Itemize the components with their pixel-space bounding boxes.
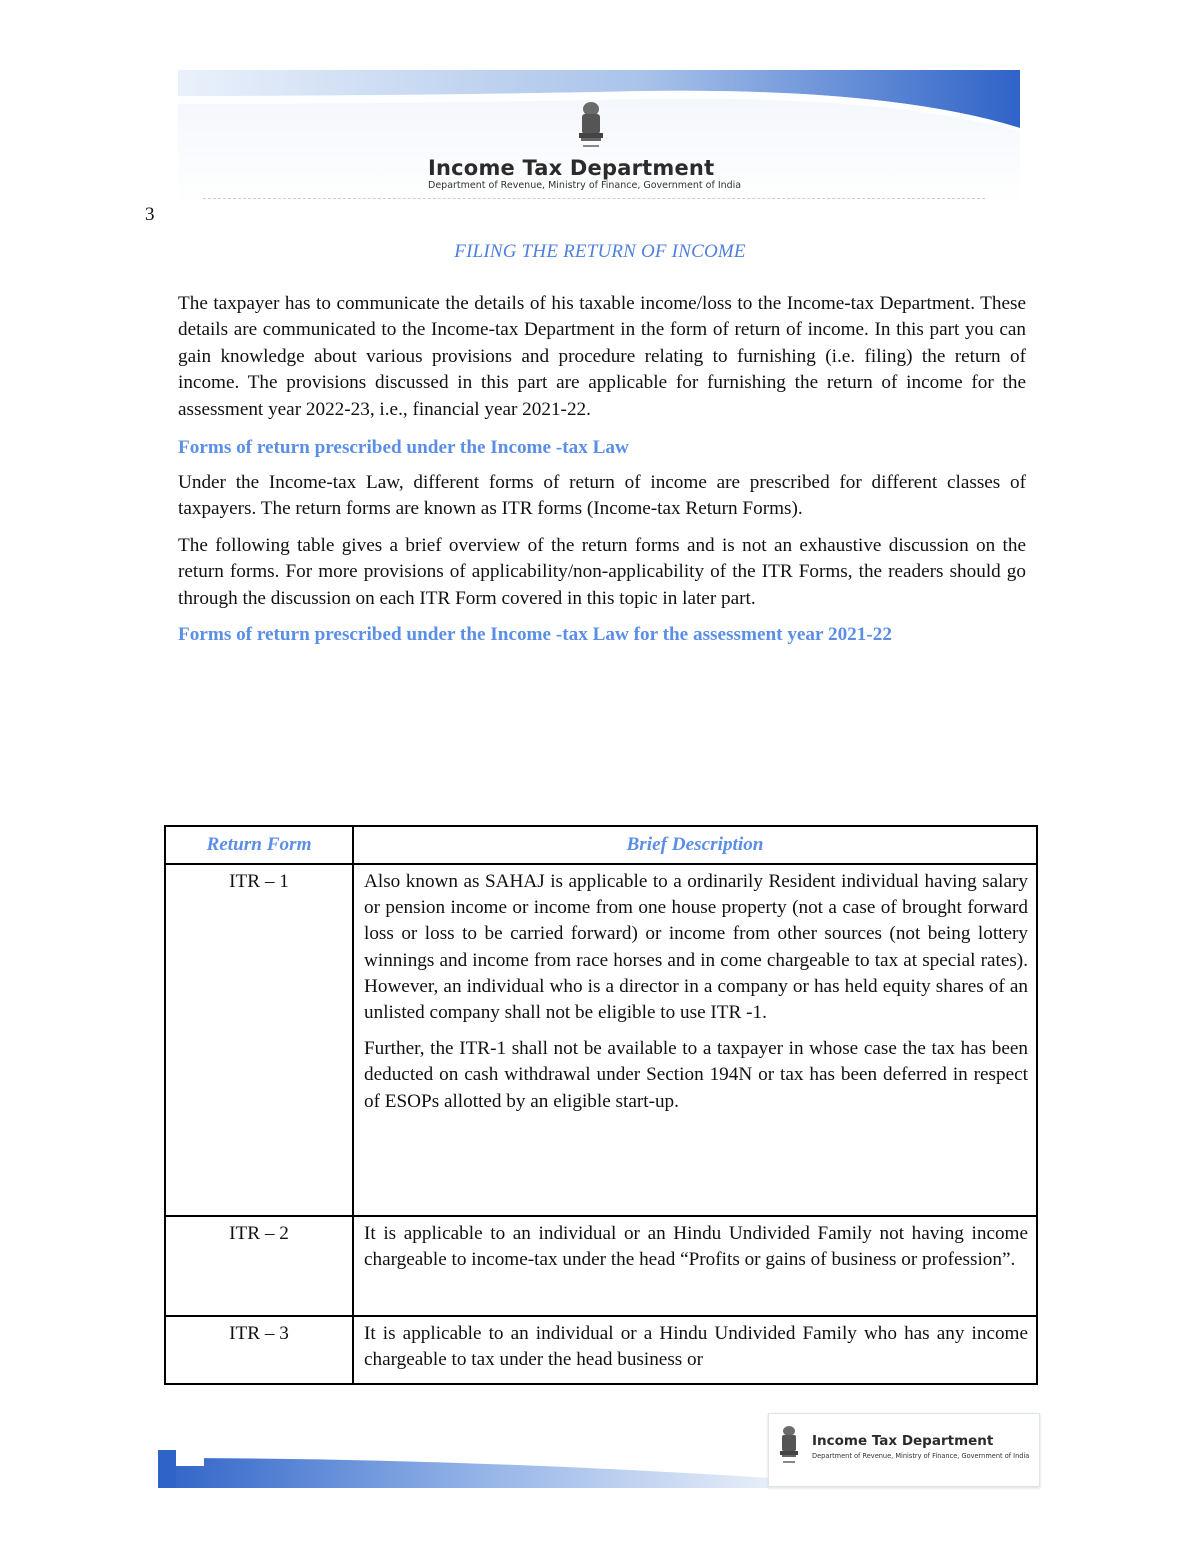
footer-banner: [158, 1430, 770, 1490]
description-cell: [353, 1216, 1037, 1316]
national-emblem-icon: [573, 100, 609, 150]
section-heading-forms-ay: Forms of return prescribed under the Income -tax Law for the assessment year 2021-22: [178, 624, 892, 646]
return-form-cell: ITR – 3: [165, 1316, 353, 1384]
column-header-brief-description: Brief Description: [353, 826, 1037, 864]
header-subtitle: Department of Revenue, Ministry of Finance, Government of India: [428, 180, 742, 191]
description-text: It is applicable to an individual or an Hindu Undivided Family not having income chargeable to income-tax under the head “Profits or gains of business or profession”.: [364, 1223, 1028, 1271]
table-row: [165, 864, 1037, 1216]
body-content: [178, 291, 1026, 657]
return-forms-table: [164, 825, 1038, 1385]
intro-paragraph: The taxpayer has to communicate the details of his taxable income/loss to the Income-tax Department. These details are communicated to the Income-tax Department in the form of return of income. In this part you can gain knowledge about various provisions and procedure relating to furnishing (i.e. filing) the return of income. The provisions discussed in this part are applicable for furnishing the return of income for the assessment year 2022-23, i.e., financial year 2021-22.: [178, 293, 1026, 420]
description-cell: [353, 1316, 1037, 1384]
national-emblem-icon: [776, 1424, 802, 1466]
table-row: [165, 1316, 1037, 1384]
header-title: Income Tax Department: [428, 156, 715, 180]
section-heading-forms: Forms of return prescribed under the Income -tax Law: [178, 437, 629, 459]
column-header-return-form: Return Form: [165, 826, 353, 864]
table-row: [165, 1216, 1037, 1316]
footer-title: Income Tax Department: [812, 1433, 994, 1449]
return-form-cell: ITR – 2: [165, 1216, 353, 1316]
return-form-cell: ITR – 1: [165, 864, 353, 1216]
description-text: Also known as SAHAJ is applicable to a ordinarily Resident individual having salary or pension income or income from one house property (not a case of brought forward loss or loss to be carried forward) or income from other sources (not being lottery winnings and income from race horses and in come chargeable to tax at special rates). However, an individual who is a director in a company or has held equity shares of an unlisted company shall not be eligible to use ITR -1.: [364, 871, 1028, 1024]
description-text: Further, the ITR-1 shall not be available to a taxpayer in whose case the tax has been deducted on cash withdrawal under Section 194N or tax has been deferred in respect of ESOPs allotted by an eligible start-up.: [364, 1038, 1028, 1112]
table-header-row: [165, 826, 1037, 864]
description-text: It is applicable to an individual or a Hindu Undivided Family who has any income chargeable to tax under the head business or: [364, 1323, 1028, 1371]
overview-paragraph: The following table gives a brief overview of the return forms and is not an exhaustive discussion on the return forms. For more provisions of applicability/non-applicability of the ITR Forms, the readers should go through the discussion on each ITR Form covered in this topic in later part.: [178, 534, 1026, 609]
page-title: FILING THE RETURN OF INCOME: [454, 241, 746, 262]
footer-logo-box: [768, 1413, 1040, 1487]
page-number: 3: [145, 204, 155, 225]
description-cell: [353, 864, 1037, 1216]
header-divider: [203, 198, 985, 199]
forms-paragraph: Under the Income-tax Law, different forms of return of income are prescribed for different classes of taxpayers. The return forms are known as ITR forms (Income-tax Return Forms).: [178, 472, 1026, 520]
footer-subtitle: Department of Revenue, Ministry of Finance, Government of India: [812, 1452, 1030, 1460]
